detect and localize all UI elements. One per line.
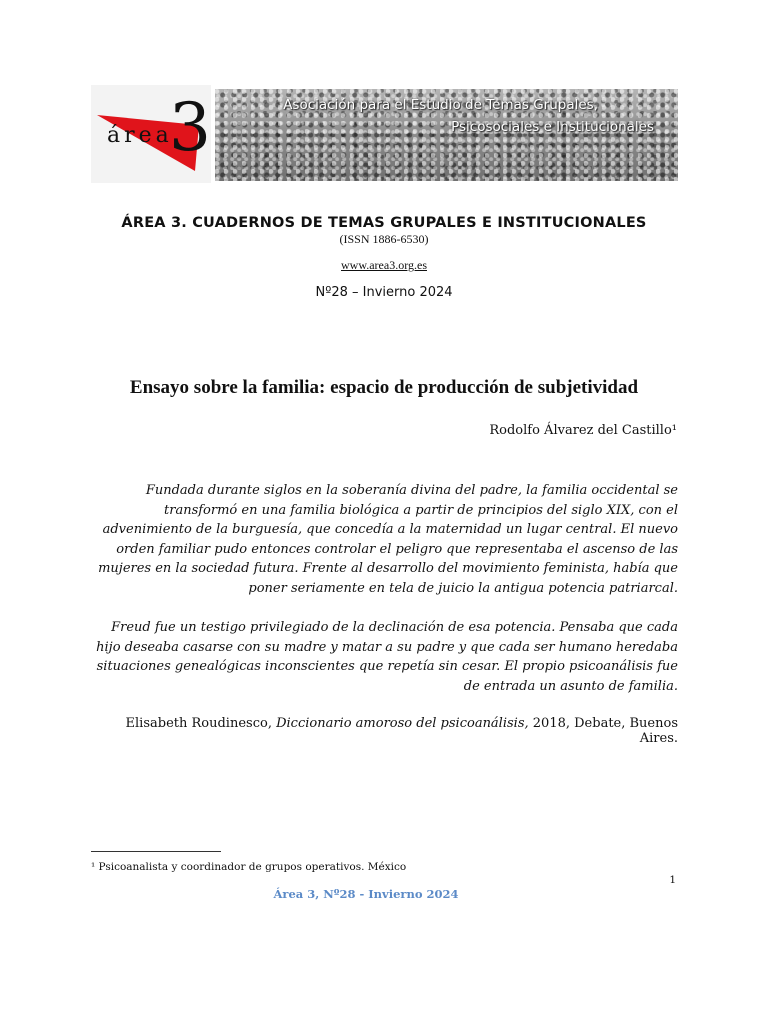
- article-title: Ensayo sobre la familia: espacio de producción de subjetividad: [129, 377, 639, 398]
- author-name: Rodolfo Álvarez del Castillo¹: [489, 423, 677, 438]
- epigraph-citation: [91, 716, 678, 746]
- issn: (ISSN 1886-6530): [339, 232, 429, 246]
- association-name-line2: Psicosociales e Institucionales: [451, 119, 654, 135]
- epigraph-paragraph-2: Freud fue un testigo privilegiado de la declinación de esa potencia. Pensaba que cada hijo deseaba casarse con su madre y matar a su padre y que cada ser humano heredaba situaciones genealógicas inconscientes que repetía sin cesar. El propio psicoanálisis fue de entrada un asunto de familia.: [96, 620, 678, 694]
- logo-numeral: 3: [169, 89, 211, 166]
- issue-label: Nº28 – Invierno 2024: [315, 285, 453, 300]
- citation-publication: 2018, Debate, Buenos Aires.: [532, 716, 678, 746]
- epigraph-paragraph-1: Fundada durante siglos en la soberanía divina del padre, la familia occidental se transformó en una familia biológica a partir de principios del siglo XIX, con el advenimiento de la burguesía, que concedía a la maternidad un lugar central. El nuevo orden familiar pudo entonces controlar el peligro que representaba el ascenso de las mujeres en la sociedad futura. Frente al desarrollo del movimiento feminista, había que poner seriamente en tela de juicio la antigua potencia patriarcal.: [98, 483, 678, 596]
- website-line: [0, 258, 768, 273]
- logo-word: área: [107, 123, 173, 148]
- citation-author: Elisabeth Roudinesco,: [125, 716, 272, 731]
- website-link[interactable]: www.area3.org.es: [341, 258, 427, 272]
- footnote: ¹ Psicoanalista y coordinador de grupos operativos. México: [91, 861, 407, 873]
- footnote-divider: [91, 851, 221, 852]
- page-number: 1: [669, 874, 676, 886]
- area3-logo: [91, 85, 211, 183]
- header-banner: [91, 85, 678, 183]
- citation-work: Diccionario amoroso del psicoanálisis,: [276, 716, 529, 731]
- association-name-line1: Asociación para el Estudio de Temas Grupales,: [283, 97, 598, 113]
- crowd-photo: [215, 89, 678, 181]
- running-footer: Área 3, Nº28 - Invierno 2024: [273, 887, 459, 901]
- journal-title: ÁREA 3. CUADERNOS DE TEMAS GRUPALES E INSTITUCIONALES: [121, 215, 647, 231]
